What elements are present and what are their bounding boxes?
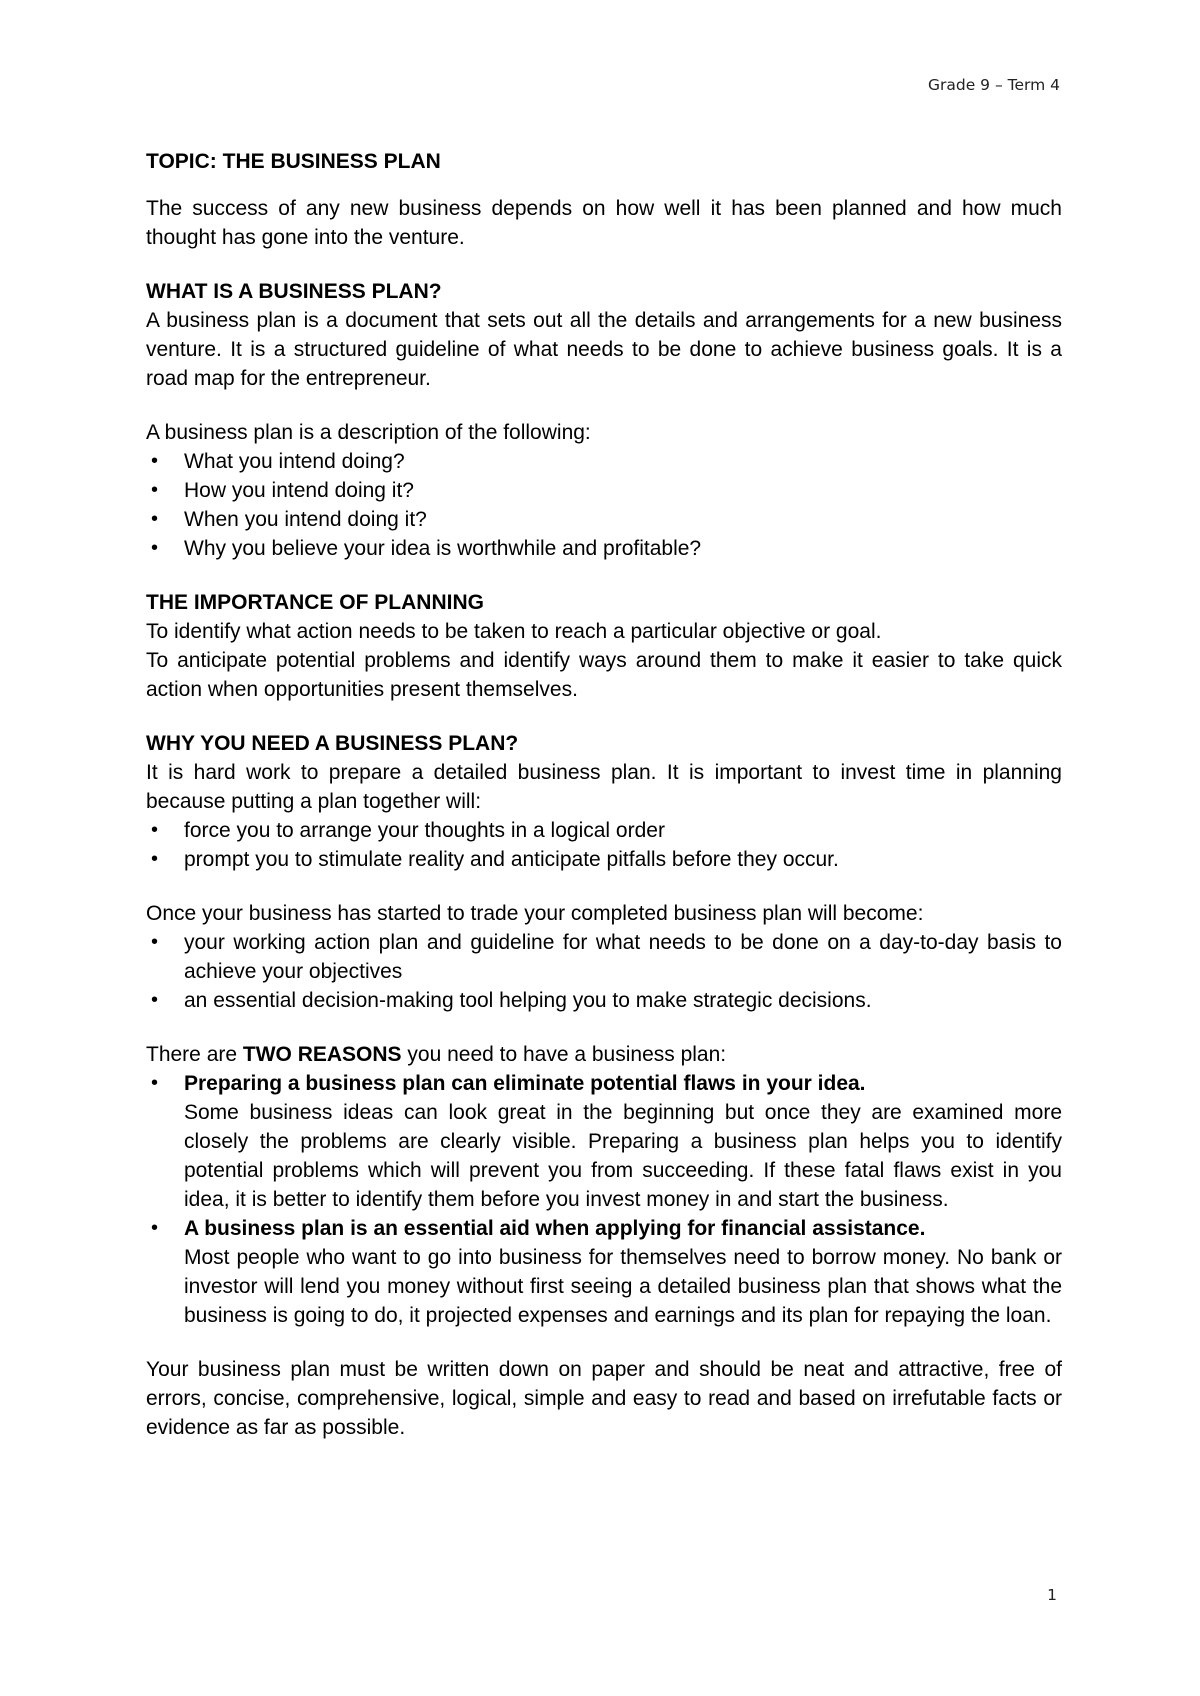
list-item: • Why you believe your idea is worthwhile and profitable? bbox=[146, 534, 1062, 563]
closing-paragraph: Your business plan must be written down on paper and should be neat and attractive, free of errors, concise, comprehensive, logical, simple and easy to read and based on irrefutable facts or evidence as far as possible. bbox=[146, 1358, 1062, 1439]
list-item: • How you intend doing it? bbox=[146, 476, 1062, 505]
reasons-list bbox=[146, 1069, 1062, 1330]
list-item: • your working action plan and guideline for what needs to be done on a day-to-day basis to achieve your objectives bbox=[146, 928, 1062, 986]
what-is-body: A business plan is a document that sets out all the details and arrangements for a new business venture. It is a structured guideline of what needs to be done to achieve business goals. It is a road map for the entrepreneur. bbox=[146, 309, 1062, 390]
reason-body: Some business ideas can look great in the beginning but once they are examined more closely the problems are clearly visible. Preparing a business plan helps you to identify potential problems which will prevent you from succeeding. If these fatal flaws exist in you idea, it is better to identify them before you invest money in and start the business. bbox=[184, 1101, 1062, 1211]
description-lead: A business plan is a description of the following: bbox=[146, 421, 591, 444]
once-started-section bbox=[146, 899, 1062, 1015]
reason-title: • A business plan is an essential aid when applying for financial assistance. bbox=[184, 1217, 926, 1240]
what-is-section bbox=[146, 277, 1062, 393]
importance-line-2: To anticipate potential problems and identify ways around them to make it easier to take quick action when opportunities present themselves. bbox=[146, 649, 1062, 701]
once-started-list bbox=[146, 928, 1062, 1015]
list-item: • When you intend doing it? bbox=[146, 505, 1062, 534]
why-need-list bbox=[146, 816, 1062, 874]
why-need-body: It is hard work to prepare a detailed business plan. It is important to invest time in planning because putting a plan together will: bbox=[146, 761, 1062, 813]
list-item: • an essential decision-making tool helping you to make strategic decisions. bbox=[146, 986, 1062, 1015]
importance-line-1: To identify what action needs to be taken to reach a particular objective or goal. bbox=[146, 620, 882, 643]
description-section bbox=[146, 418, 1062, 563]
reason-title: • Preparing a business plan can eliminate potential flaws in your idea. bbox=[184, 1072, 866, 1095]
intro-paragraph: The success of any new business depends on how well it has been planned and how much thought has gone into the venture. bbox=[146, 197, 1062, 249]
list-item: • What you intend doing? bbox=[146, 447, 1062, 476]
what-is-heading: WHAT IS A BUSINESS PLAN? bbox=[146, 280, 442, 303]
reasons-lead-before: There are bbox=[146, 1043, 243, 1066]
importance-section bbox=[146, 588, 1062, 704]
reason-body: Most people who want to go into business for themselves need to borrow money. No bank or investor will lend you money without first seeing a detailed business plan that shows what the business is going to do, it projected expenses and earnings and its plan for repaying the loan. bbox=[184, 1246, 1062, 1327]
description-list bbox=[146, 447, 1062, 563]
list-item: • prompt you to stimulate reality and anticipate pitfalls before they occur. bbox=[146, 845, 1062, 874]
why-need-section bbox=[146, 729, 1062, 874]
page-title: TOPIC: THE BUSINESS PLAN bbox=[146, 150, 441, 173]
reasons-lead-after: you need to have a business plan: bbox=[401, 1043, 727, 1066]
reasons-lead-bold: TWO REASONS bbox=[242, 1043, 402, 1066]
reasons-section bbox=[146, 1040, 1062, 1330]
once-started-lead: Once your business has started to trade your completed business plan will become: bbox=[146, 902, 924, 925]
why-need-heading: WHY YOU NEED A BUSINESS PLAN? bbox=[146, 732, 519, 755]
list-item: • force you to arrange your thoughts in a logical order bbox=[146, 816, 1062, 845]
page-header: Grade 9 – Term 4 bbox=[927, 76, 1060, 94]
reasons-lead bbox=[146, 1040, 1062, 1069]
importance-heading: THE IMPORTANCE OF PLANNING bbox=[146, 591, 484, 614]
document-body bbox=[146, 147, 1062, 1442]
reason-item bbox=[146, 1214, 1062, 1330]
reason-item bbox=[146, 1069, 1062, 1214]
page-number: 1 bbox=[1047, 1586, 1057, 1604]
